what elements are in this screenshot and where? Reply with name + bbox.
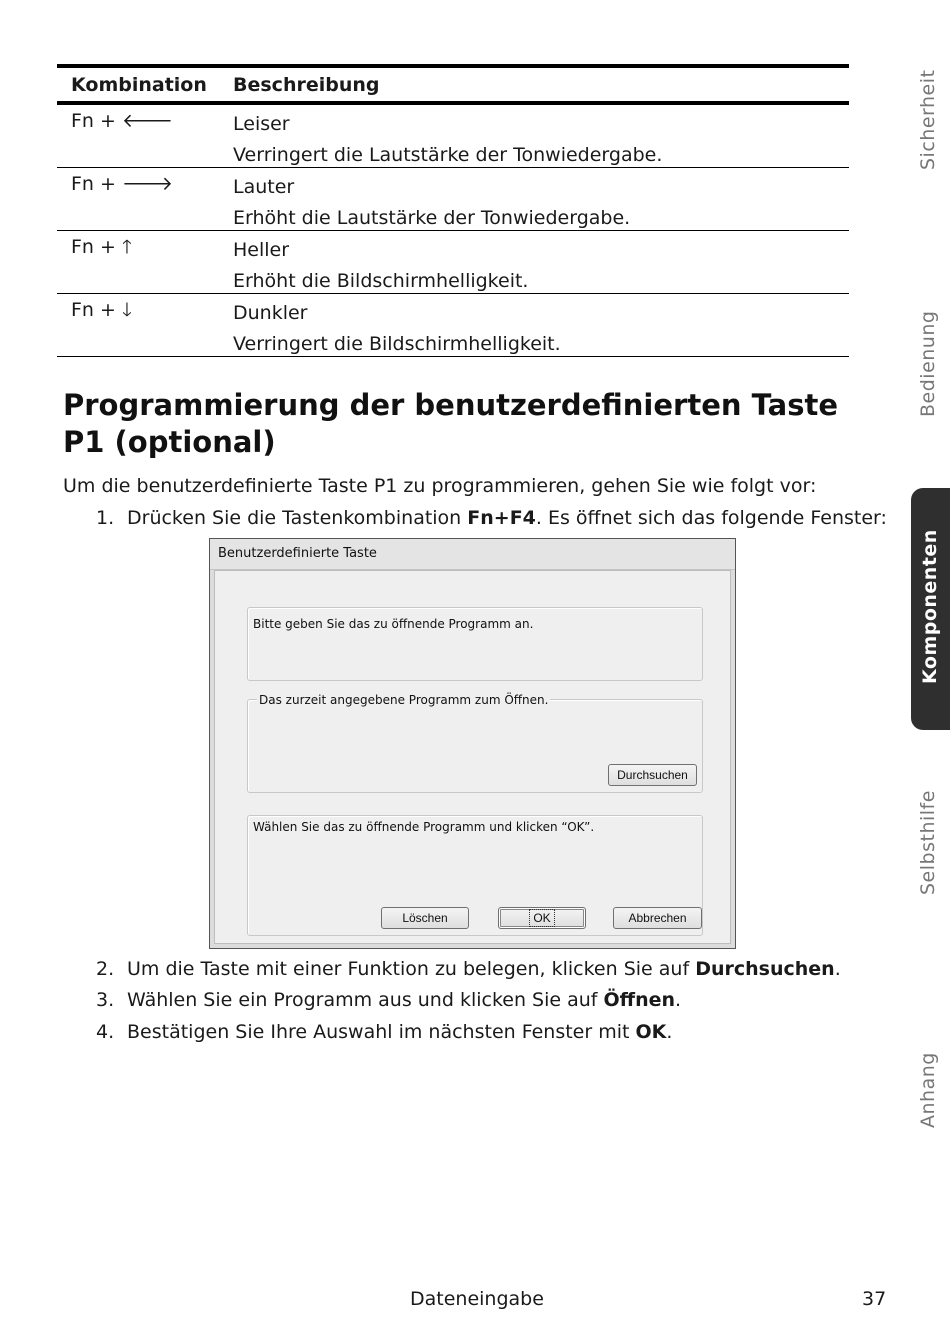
cancel-button[interactable]: Abbrechen [613, 907, 702, 929]
step-text: Um die Taste mit einer Funktion zu belegen, klicken Sie auf [127, 958, 696, 980]
key-combo: Fn + 🡐 [71, 110, 173, 132]
step-keyword: Durchsuchen [695, 958, 835, 980]
function-description: Erhöht die Bildschirmhelligkeit. [233, 270, 529, 292]
step-item [96, 1021, 672, 1043]
side-tab-sicherheit[interactable]: Sicherheit [917, 69, 939, 170]
dialog-title: Benutzerdefinierte Taste [210, 539, 735, 570]
table-row [57, 294, 849, 357]
section-heading: Programmierung der benutzerdefinierten Taste P1 (optional) [63, 388, 839, 459]
ok-button-label: OK [533, 911, 551, 925]
function-description: Verringert die Bildschirmhelligkeit. [233, 333, 561, 355]
step-item [96, 507, 887, 529]
program-group-label: Bitte geben Sie das zu öffnende Programm an. [253, 617, 534, 631]
key-combo: Fn + 🡒 [71, 173, 173, 195]
function-title: Lauter [233, 176, 295, 198]
step-keyword: Fn+F4 [467, 507, 536, 529]
function-description: Verringert die Lautstärke der Tonwiedergabe. [233, 144, 663, 166]
select-program-group-label: Wählen Sie das zu öffnende Programm und klicken “OK”. [253, 820, 595, 834]
side-tab-komponenten[interactable] [911, 488, 950, 730]
table-row [57, 105, 849, 168]
step-number: 3. [96, 989, 115, 1011]
step-text: Bestätigen Sie Ihre Auswahl im nächsten Fenster mit [127, 1021, 636, 1043]
step-number: 1. [96, 507, 115, 529]
delete-button[interactable]: Löschen [381, 907, 469, 929]
key-combo: Fn + 🡓 [71, 299, 132, 321]
footer-section-title: Dateneingabe [410, 1288, 544, 1310]
browse-button[interactable]: Durchsuchen [608, 764, 697, 786]
function-title: Heller [233, 239, 290, 261]
page-number: 37 [862, 1288, 887, 1310]
step-text-end: . [834, 958, 841, 980]
current-program-group-label: Das zurzeit angegebene Programm zum Öffnen. [259, 693, 549, 707]
function-description: Erhöht die Lautstärke der Tonwiedergabe. [233, 207, 631, 229]
step-text: Drücken Sie die Tastenkombination [127, 507, 468, 529]
step-keyword: OK [635, 1021, 667, 1043]
step-keyword: Öffnen [603, 989, 676, 1011]
step-text-end: . Es öffnet sich das folgende Fenster: [535, 507, 887, 529]
table-row [57, 168, 849, 231]
step-item [96, 958, 841, 980]
header-beschreibung: Beschreibung [233, 73, 380, 96]
table-header [57, 68, 849, 101]
step-number: 2. [96, 958, 115, 980]
key-combo: Fn + 🡑 [71, 236, 132, 258]
dialog-body [214, 570, 731, 944]
function-title: Leiser [233, 113, 290, 135]
key-combination-table [57, 64, 849, 357]
step-number: 4. [96, 1021, 115, 1043]
side-tab-selbsthilfe[interactable]: Selbsthilfe [917, 790, 939, 895]
header-kombination: Kombination [71, 73, 207, 96]
step-text-end: . [666, 1021, 673, 1043]
step-text-end: . [675, 989, 682, 1011]
intro-text: Um die benutzerdefinierte Taste P1 zu programmieren, gehen Sie wie folgt vor: [63, 475, 817, 497]
custom-key-dialog [209, 538, 736, 949]
side-tab-bedienung[interactable]: Bedienung [917, 310, 939, 417]
side-tab-anhang[interactable]: Anhang [917, 1052, 939, 1128]
table-row [57, 231, 849, 294]
step-text: Wählen Sie ein Programm aus und klicken Sie auf [127, 989, 604, 1011]
side-tab-komponenten-label: Komponenten [919, 529, 941, 684]
ok-button[interactable] [498, 907, 586, 929]
step-item [96, 989, 681, 1011]
function-title: Dunkler [233, 302, 308, 324]
